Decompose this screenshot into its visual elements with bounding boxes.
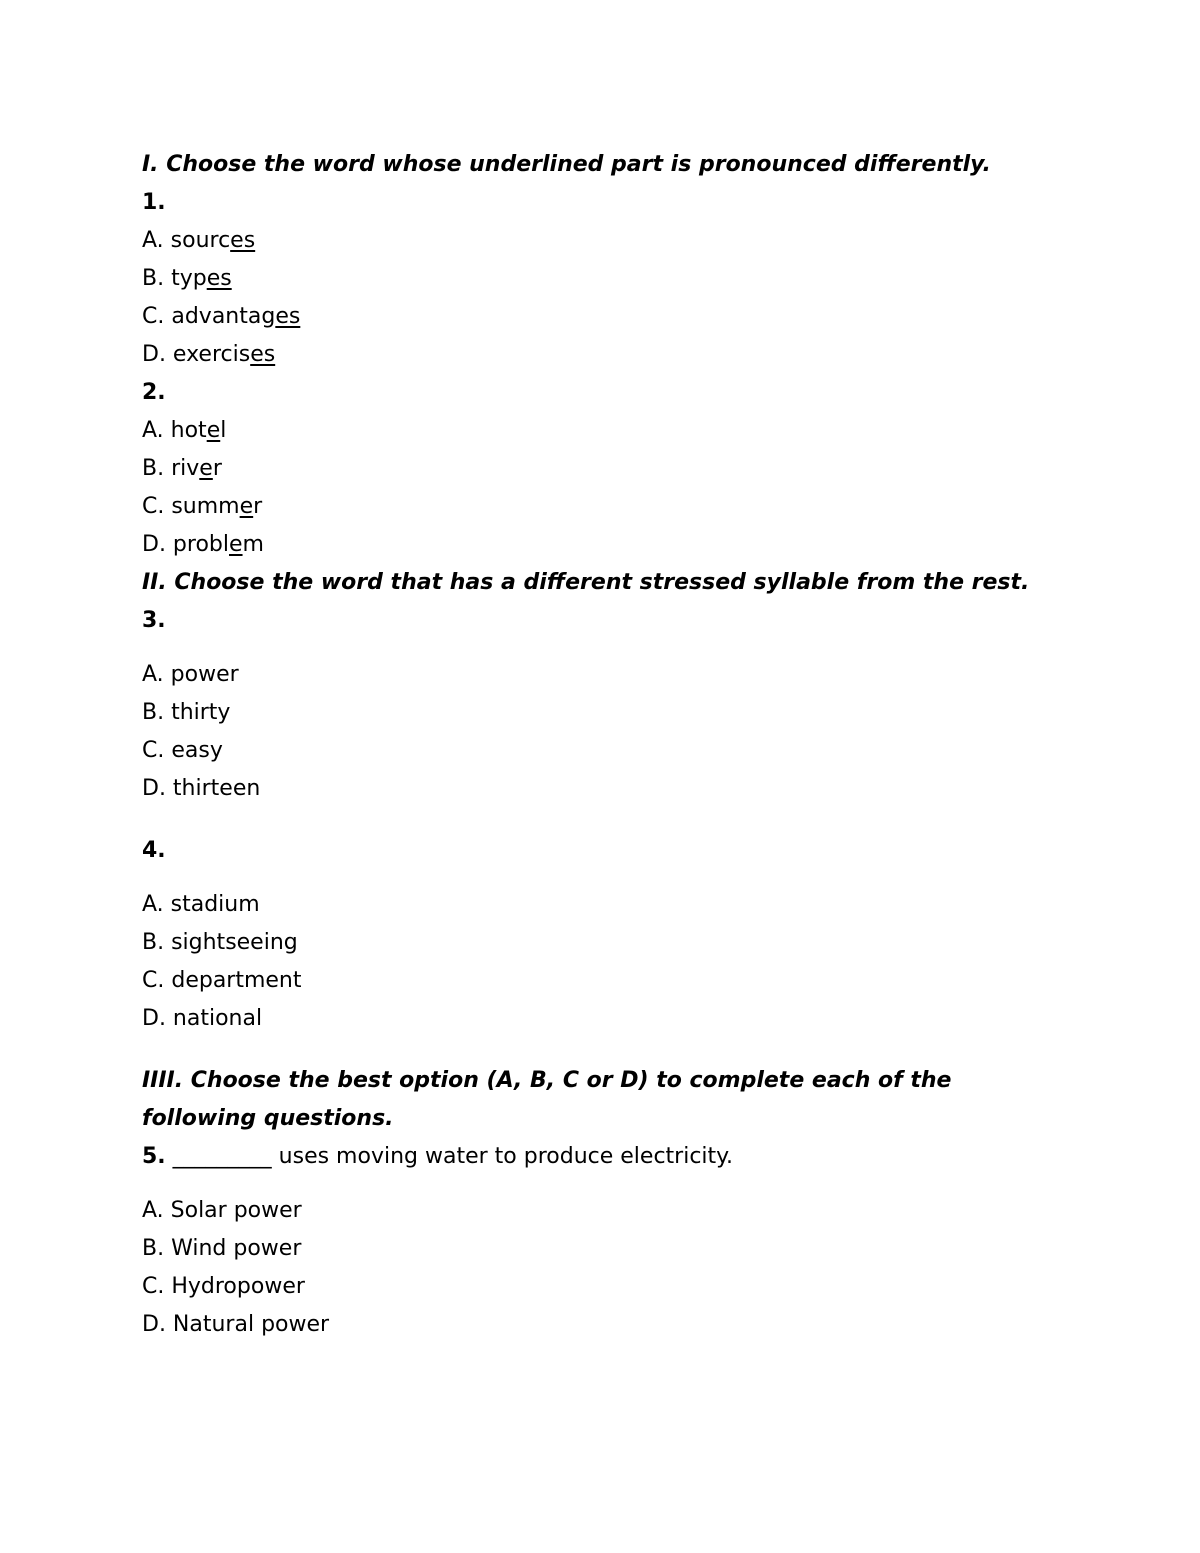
q3-option-b: B. thirty — [142, 700, 231, 725]
section-heading-3: IIII. Choose the best option (A, B, C or D) to complete each of the following questions. — [142, 1068, 952, 1131]
underlined-part: es — [275, 304, 301, 329]
underlined-part: e — [229, 532, 243, 557]
q4-option-b: B. sightseeing — [142, 930, 298, 955]
option-text: B. typ — [142, 266, 207, 291]
option-text: C. advantag — [142, 304, 276, 329]
underlined-part: e — [239, 494, 254, 519]
q1-option-a — [142, 222, 1062, 260]
underlined-part: es — [230, 228, 256, 253]
section-heading-1: I. Choose the word whose underlined part is pronounced differently. — [142, 152, 991, 177]
document-content — [142, 146, 1062, 1344]
option-text: r — [212, 456, 222, 481]
q2-option-c — [142, 488, 1062, 526]
question-number-5: 5. — [142, 1144, 166, 1169]
q3-option-d: D. thirteen — [142, 776, 261, 801]
option-text: A. sourc — [142, 228, 231, 253]
q4-option-c: C. department — [142, 968, 302, 993]
q2-option-d — [142, 526, 1062, 564]
underlined-part: es — [206, 266, 232, 291]
option-text: B. riv — [142, 456, 200, 481]
underlined-part: e — [206, 418, 221, 443]
q3-option-a: A. power — [142, 662, 239, 687]
q4-option-a: A. stadium — [142, 892, 260, 917]
q5-option-b: B. Wind power — [142, 1236, 302, 1261]
question-number-1: 1. — [142, 190, 166, 215]
question-number-3: 3. — [142, 608, 166, 633]
q3-option-c: C. easy — [142, 738, 223, 763]
section-heading-2: II. Choose the word that has a different stressed syllable from the rest. — [142, 570, 1030, 595]
q1-option-d — [142, 336, 1062, 374]
question-5 — [142, 1138, 1062, 1176]
q5-option-d: D. Natural power — [142, 1312, 330, 1337]
q1-option-c — [142, 298, 1062, 336]
q2-option-b — [142, 450, 1062, 488]
question-number-4: 4. — [142, 838, 166, 863]
q5-option-a: A. Solar power — [142, 1198, 302, 1223]
option-text: C. summ — [142, 494, 240, 519]
option-text: l — [220, 418, 227, 443]
underlined-part: es — [250, 342, 276, 367]
answer-blank: _________ — [172, 1144, 272, 1169]
option-text: D. exercis — [142, 342, 251, 367]
question-stem: uses moving water to produce electricity. — [271, 1144, 734, 1169]
option-text: A. hot — [142, 418, 207, 443]
q1-option-b — [142, 260, 1062, 298]
q5-option-c: C. Hydropower — [142, 1274, 305, 1299]
option-text: r — [253, 494, 263, 519]
option-text: D. probl — [142, 532, 229, 557]
q2-option-a — [142, 412, 1062, 450]
underlined-part: e — [199, 456, 213, 481]
q4-option-d: D. national — [142, 1006, 263, 1031]
option-text: m — [242, 532, 264, 557]
question-number-2: 2. — [142, 380, 166, 405]
